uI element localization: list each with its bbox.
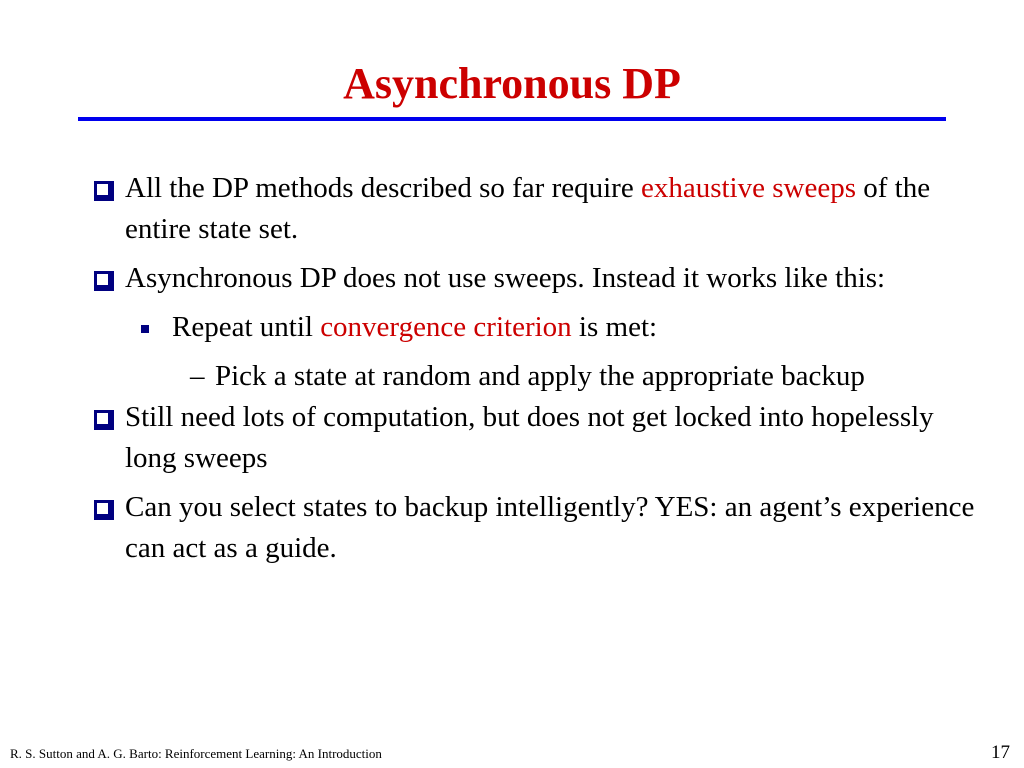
bullet-2-text: Asynchronous DP does not use sweeps. Instead it works like this:: [125, 262, 886, 294]
page-number: 17: [991, 742, 1010, 763]
bullet-item-4: [88, 487, 988, 569]
bullet-item-2: [88, 258, 988, 299]
bullet-4-text: Can you select states to backup intelligently? YES: an agent’s experience can act as a guide.: [125, 491, 975, 564]
bullet-3-text: Still need lots of computation, but does not get locked into hopelessly long sweeps: [125, 401, 934, 474]
title-underline: [78, 117, 946, 121]
bullet-item-3: [88, 397, 988, 479]
filled-square-bullet-icon: [141, 325, 149, 333]
sub-bullet-text-start: Repeat until: [172, 311, 321, 343]
sub-bullet-text-end: is met:: [571, 311, 658, 343]
dash-bullet-marker: –: [190, 360, 205, 392]
hollow-square-bullet-icon-inner: [97, 184, 108, 195]
slide-title: Asynchronous DP: [343, 59, 681, 108]
slide-content: [88, 168, 988, 569]
sub-bullet-item: [88, 307, 988, 348]
hollow-square-bullet-icon-inner: [97, 274, 108, 285]
sub-sub-bullet-text: Pick a state at random and apply the appropriate backup: [215, 360, 865, 392]
bullet-item-1: [88, 168, 988, 250]
bullet-1-text-end: of the entire state set.: [125, 172, 931, 245]
hollow-square-bullet-icon-inner: [97, 503, 108, 514]
sub-bullet-highlight: convergence criterion: [320, 311, 572, 343]
hollow-square-bullet-icon-inner: [97, 413, 108, 424]
sub-sub-bullet-item: [88, 356, 988, 397]
slide-footer: R. S. Sutton and A. G. Barto: Reinforcement Learning: An Introduction: [10, 746, 382, 761]
bullet-1-highlight: exhaustive sweeps: [640, 172, 856, 204]
bullet-1-text-start: All the DP methods described so far require: [125, 172, 641, 204]
